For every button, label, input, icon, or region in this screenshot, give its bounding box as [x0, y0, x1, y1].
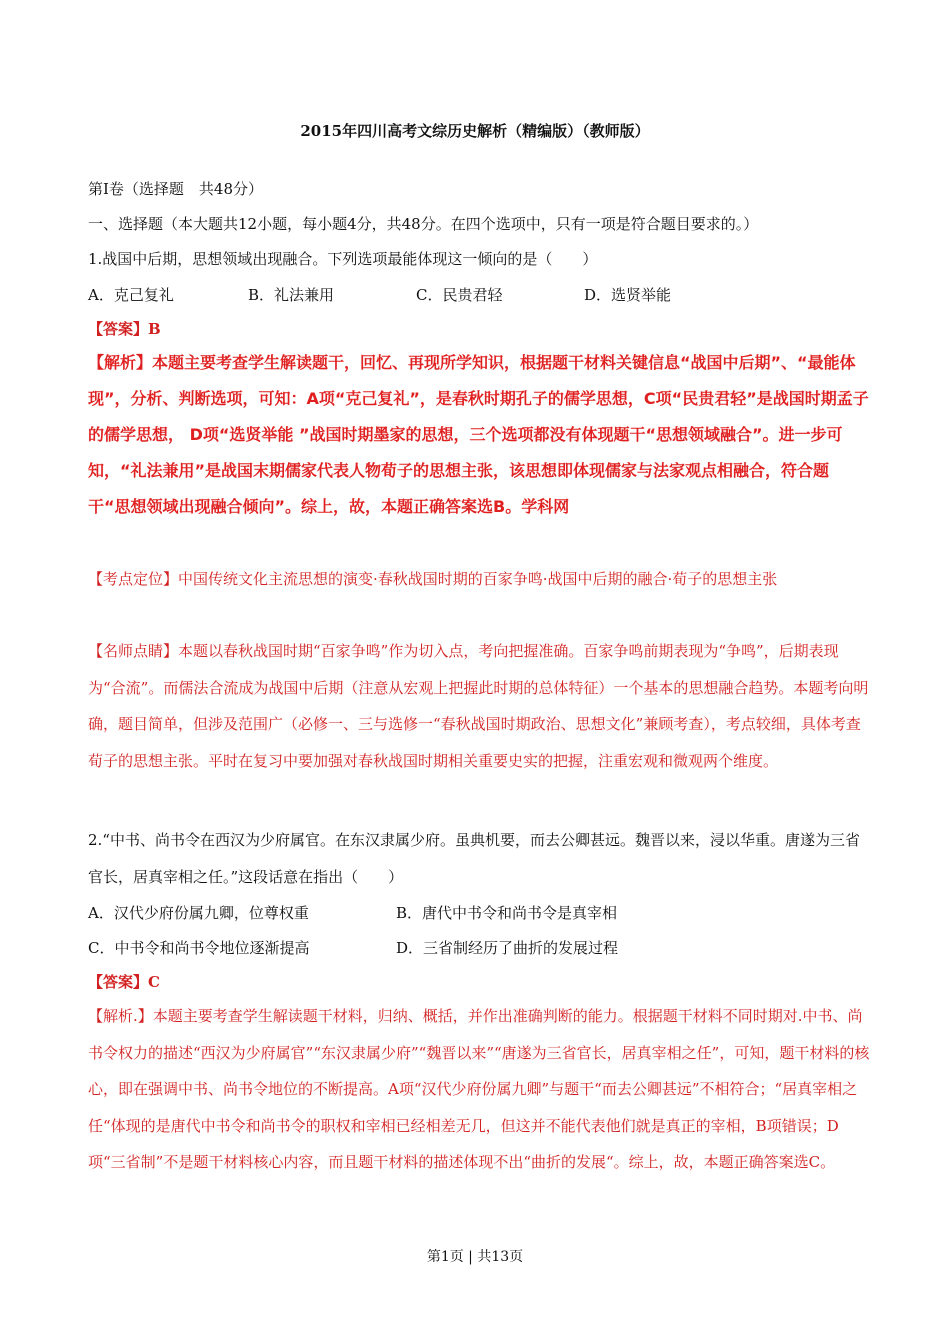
question-1-stem: 1.战国中后期，思想领域出现融合。下列选项最能体现这一倾向的是（ ） [88, 250, 598, 268]
option-d: D．三省制经历了曲折的发展过程 [396, 939, 619, 957]
question-2-options-row1 [88, 902, 617, 923]
option-d: D．选贤举能 [584, 286, 672, 304]
page-footer: 第1页 | 共13页 [426, 1249, 524, 1265]
option-b: B．礼法兼用 [248, 286, 335, 304]
option-a: A．汉代少府份属九卿，位尊权重 [88, 904, 309, 922]
option-b: B．唐代中书令和尚书令是真宰相 [396, 904, 618, 922]
section-heading: 第Ⅰ卷（选择题 共48分） [88, 180, 264, 198]
instructions: 一、选择题（本大题共12小题，每小题4分，共48分。在四个选项中，只有一项是符合题目要求的。） [88, 215, 759, 233]
question-1-answer: 【答案】B [88, 320, 161, 338]
question-1-mingshi: 【名师点睛】本题以春秋战国时期“百家争鸣”作为切入点，考向把握准确。百家争鸣前期表现为“争鸣”，后期表现为“合流”。而儒法合流成为战国中后期（注意从宏观上把握此时期的总体特征）一个基本的思想融合趋势。本题考向明确，题目简单，但涉及范围广（必修一、三与选修一“春秋战国时期政治、思想文化”兼顾考查），考点较细，具体考查荀子的思想主张。平时在复习中要加强对春秋战国时期相关重要史实的把握，注重宏观和微观两个维度。 [88, 642, 869, 770]
question-2-options-row2 [88, 937, 618, 958]
option-c: C．中书令和尚书令地位逐渐提高 [88, 939, 310, 957]
question-1-kaodian: 【考点定位】中国传统文化主流思想的演变·春秋战国时期的百家争鸣·战国中后期的融合·荀子的思想主张 [88, 570, 778, 588]
option-a: A．克己复礼 [88, 286, 174, 304]
question-1-analysis: 【解析】本题主要考查学生解读题干，回忆、再现所学知识，根据题干材料关键信息“战国中后期”、“最能体现”，分析、判断选项，可知：A项“克己复礼”，是春秋时期孔子的儒学思想，C项“民贵君轻”是战国时期孟子的儒学思想， D项“选贤举能 ”战国时期墨家的思想，三个选项都没有体现题干“思想领域融合”。进一步可知，“礼法兼用”是战国末期儒家代表人物荀子的思想主张，该思想即体现儒家与法家观点相融合，符合题干“思想领域出现融合倾向”。综上，故，本题正确答案选B。学科网 [88, 353, 869, 516]
document-title: 2015年四川高考文综历史解析（精编版）（教师版） [300, 122, 650, 140]
option-c: C．民贵君轻 [416, 286, 503, 304]
question-1-options [88, 284, 671, 305]
question-2-answer: 【答案】C [88, 973, 160, 991]
question-2-analysis: 【解析.】本题主要考查学生解读题干材料，归纳、概括，并作出准确判断的能力。根据题干材料不同时期对.中书、尚书令权力的描述“西汉为少府属官”“东汉隶属少府”“魏晋以来”“唐遂为三省官长，居真宰相之任”，可知，题干材料的核心，即在强调中书、尚书令地位的不断提高。A项“汉代少府份属九卿”与题干“而去公卿甚远”不相符合；“居真宰相之任“体现的是唐代中书令和尚书令的职权和宰相已经相差无几，但这并不能代表他们就是真正的宰相，B项错误；D项“三省制”不是题干材料核心内容，而且题干材料的描述体现不出“曲折的发展“。综上，故，本题正确答案选C。 [88, 1007, 870, 1171]
question-2-stem: 2.“中书、尚书令在西汉为少府属官。在东汉隶属少府。虽典机要，而去公卿甚远。魏晋以来，浸以华重。唐遂为三省官长，居真宰相之任。”这段话意在指出（ ） [88, 831, 860, 886]
